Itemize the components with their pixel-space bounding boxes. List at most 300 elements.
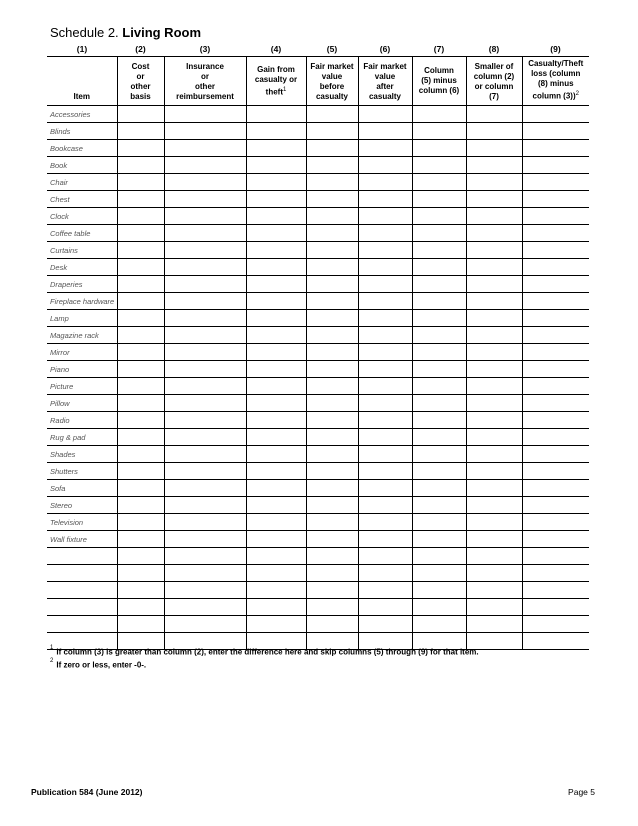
entry-cell[interactable] (246, 259, 306, 276)
entry-cell[interactable] (358, 599, 412, 616)
entry-cell[interactable] (306, 327, 358, 344)
table-row (47, 463, 589, 480)
column-header-line: basis (130, 92, 151, 101)
entry-cell[interactable] (522, 293, 589, 310)
entry-cell[interactable] (358, 157, 412, 174)
table-row (47, 480, 589, 497)
entry-cell[interactable] (117, 412, 164, 429)
entry-cell[interactable] (466, 548, 522, 565)
entry-cell[interactable] (466, 582, 522, 599)
entry-cell[interactable] (306, 123, 358, 140)
entry-cell[interactable] (358, 208, 412, 225)
entry-cell[interactable] (246, 242, 306, 259)
entry-cell[interactable] (246, 599, 306, 616)
entry-cell[interactable] (358, 548, 412, 565)
entry-cell[interactable] (246, 497, 306, 514)
entry-cell[interactable] (412, 480, 466, 497)
entry-cell[interactable] (358, 293, 412, 310)
entry-cell[interactable] (246, 616, 306, 633)
entry-cell[interactable] (117, 259, 164, 276)
item-label: Wall fixture (47, 531, 117, 548)
entry-cell[interactable] (306, 565, 358, 582)
entry-cell[interactable] (466, 276, 522, 293)
entry-cell[interactable] (522, 208, 589, 225)
column-header-6 (358, 57, 412, 106)
entry-cell[interactable] (306, 599, 358, 616)
footnote-ref: 2 (575, 91, 579, 98)
entry-cell[interactable] (522, 446, 589, 463)
entry-cell[interactable] (522, 514, 589, 531)
entry-cell[interactable] (466, 106, 522, 123)
entry-cell[interactable] (306, 361, 358, 378)
entry-cell[interactable] (412, 344, 466, 361)
table-row (47, 140, 589, 157)
entry-cell[interactable] (358, 327, 412, 344)
entry-cell[interactable] (117, 378, 164, 395)
entry-cell[interactable] (164, 140, 246, 157)
entry-cell[interactable] (358, 446, 412, 463)
table-row (47, 259, 589, 276)
entry-cell[interactable] (164, 174, 246, 191)
entry-cell[interactable] (117, 140, 164, 157)
entry-cell[interactable] (358, 565, 412, 582)
entry-cell[interactable] (522, 412, 589, 429)
entry-cell[interactable] (246, 293, 306, 310)
entry-cell[interactable] (117, 225, 164, 242)
column-header-line: after (376, 82, 394, 91)
entry-cell[interactable] (522, 497, 589, 514)
entry-cell[interactable] (466, 293, 522, 310)
entry-cell[interactable] (164, 582, 246, 599)
entry-cell[interactable] (246, 480, 306, 497)
entry-cell[interactable] (306, 480, 358, 497)
item-label: Fireplace hardware (47, 293, 117, 310)
entry-cell[interactable] (306, 531, 358, 548)
entry-cell[interactable] (466, 191, 522, 208)
entry-cell[interactable] (306, 344, 358, 361)
entry-cell[interactable] (358, 123, 412, 140)
column-header-line: or column (474, 82, 514, 91)
column-header-8 (466, 57, 522, 106)
entry-cell[interactable] (164, 497, 246, 514)
entry-cell[interactable] (246, 276, 306, 293)
entry-cell[interactable] (246, 531, 306, 548)
entry-cell[interactable] (117, 565, 164, 582)
entry-cell[interactable] (412, 599, 466, 616)
entry-cell[interactable] (522, 531, 589, 548)
entry-cell[interactable] (466, 480, 522, 497)
entry-cell[interactable] (117, 344, 164, 361)
entry-cell[interactable] (412, 242, 466, 259)
entry-cell[interactable] (522, 616, 589, 633)
entry-cell[interactable] (164, 327, 246, 344)
item-label: Accessories (47, 106, 117, 123)
entry-cell[interactable] (306, 463, 358, 480)
entry-cell[interactable] (164, 106, 246, 123)
page-number: Page 5 (568, 787, 595, 797)
entry-cell[interactable] (358, 140, 412, 157)
entry-cell[interactable] (164, 412, 246, 429)
item-label: Curtains (47, 242, 117, 259)
entry-cell[interactable] (117, 310, 164, 327)
entry-cell[interactable] (466, 514, 522, 531)
entry-cell[interactable] (306, 497, 358, 514)
entry-cell[interactable] (522, 123, 589, 140)
entry-cell[interactable] (246, 395, 306, 412)
entry-cell[interactable] (412, 310, 466, 327)
entry-cell[interactable] (117, 429, 164, 446)
entry-cell[interactable] (306, 616, 358, 633)
entry-cell[interactable] (246, 548, 306, 565)
entry-cell[interactable] (466, 123, 522, 140)
entry-cell[interactable] (117, 497, 164, 514)
item-label: Bookcase (47, 140, 117, 157)
entry-cell[interactable] (117, 276, 164, 293)
entry-cell[interactable] (358, 429, 412, 446)
entry-cell[interactable] (358, 531, 412, 548)
entry-cell[interactable] (412, 225, 466, 242)
entry-cell[interactable] (522, 429, 589, 446)
entry-cell[interactable] (522, 633, 589, 650)
entry-cell[interactable] (246, 446, 306, 463)
entry-cell[interactable] (117, 106, 164, 123)
entry-cell[interactable] (466, 616, 522, 633)
entry-cell[interactable] (164, 276, 246, 293)
entry-cell[interactable] (466, 310, 522, 327)
entry-cell[interactable] (358, 616, 412, 633)
entry-cell[interactable] (412, 548, 466, 565)
entry-cell[interactable] (522, 565, 589, 582)
entry-cell[interactable] (358, 497, 412, 514)
entry-cell[interactable] (306, 378, 358, 395)
table-row (47, 531, 589, 548)
entry-cell[interactable] (164, 361, 246, 378)
entry-cell[interactable] (466, 429, 522, 446)
entry-cell[interactable] (466, 208, 522, 225)
entry-cell[interactable] (306, 106, 358, 123)
entry-cell[interactable] (466, 599, 522, 616)
item-label: Book (47, 157, 117, 174)
entry-cell[interactable] (117, 361, 164, 378)
entry-cell[interactable] (412, 157, 466, 174)
entry-cell[interactable] (466, 361, 522, 378)
entry-cell[interactable] (466, 395, 522, 412)
entry-cell[interactable] (306, 548, 358, 565)
entry-cell[interactable] (117, 446, 164, 463)
entry-cell[interactable] (117, 191, 164, 208)
entry-cell[interactable] (358, 344, 412, 361)
entry-cell[interactable] (246, 174, 306, 191)
entry-cell[interactable] (466, 463, 522, 480)
entry-cell[interactable] (412, 276, 466, 293)
entry-cell[interactable] (358, 361, 412, 378)
column-header-line: or (201, 72, 209, 81)
entry-cell[interactable] (246, 191, 306, 208)
entry-cell[interactable] (466, 225, 522, 242)
entry-cell[interactable] (117, 514, 164, 531)
entry-cell[interactable] (306, 191, 358, 208)
column-header-line: (7) (489, 92, 499, 101)
entry-cell[interactable] (306, 157, 358, 174)
entry-cell[interactable] (246, 157, 306, 174)
entry-cell[interactable] (522, 548, 589, 565)
entry-cell[interactable] (466, 446, 522, 463)
entry-cell[interactable] (466, 378, 522, 395)
item-label: Television (47, 514, 117, 531)
entry-cell[interactable] (164, 429, 246, 446)
entry-cell[interactable] (466, 157, 522, 174)
item-label (47, 565, 117, 582)
entry-cell[interactable] (358, 174, 412, 191)
entry-cell[interactable] (246, 378, 306, 395)
entry-cell[interactable] (412, 395, 466, 412)
entry-cell[interactable] (412, 361, 466, 378)
entry-cell[interactable] (164, 242, 246, 259)
entry-cell[interactable] (412, 106, 466, 123)
entry-cell[interactable] (117, 208, 164, 225)
column-header-line: Item (73, 92, 90, 101)
entry-cell[interactable] (117, 582, 164, 599)
entry-cell[interactable] (466, 565, 522, 582)
entry-cell[interactable] (522, 395, 589, 412)
entry-cell[interactable] (412, 565, 466, 582)
column-header-3 (164, 57, 246, 106)
entry-cell[interactable] (522, 157, 589, 174)
entry-cell[interactable] (412, 446, 466, 463)
entry-cell[interactable] (522, 463, 589, 480)
entry-cell[interactable] (412, 531, 466, 548)
column-header-line: before (319, 82, 345, 91)
entry-cell[interactable] (358, 191, 412, 208)
entry-cell[interactable] (522, 259, 589, 276)
entry-cell[interactable] (306, 429, 358, 446)
entry-cell[interactable] (466, 344, 522, 361)
entry-cell[interactable] (306, 514, 358, 531)
column-header-line: value (374, 72, 396, 81)
entry-cell[interactable] (466, 497, 522, 514)
entry-cell[interactable] (164, 157, 246, 174)
column-header-line: Insurance (186, 62, 224, 71)
entry-cell[interactable] (358, 378, 412, 395)
column-header-2 (117, 57, 164, 106)
entry-cell[interactable] (164, 599, 246, 616)
item-label: Blinds (47, 123, 117, 140)
table-row (47, 276, 589, 293)
column-header-line: (8) minus (537, 79, 574, 89)
entry-cell[interactable] (164, 378, 246, 395)
entry-cell[interactable] (164, 208, 246, 225)
entry-cell[interactable] (466, 242, 522, 259)
entry-cell[interactable] (246, 429, 306, 446)
item-label: Mirror (47, 344, 117, 361)
item-label (47, 582, 117, 599)
item-label: Magazine rack (47, 327, 117, 344)
entry-cell[interactable] (306, 293, 358, 310)
entry-cell[interactable] (164, 565, 246, 582)
column-number-6: (6) (358, 41, 412, 57)
entry-cell[interactable] (117, 242, 164, 259)
entry-cell[interactable] (522, 378, 589, 395)
entry-cell[interactable] (306, 412, 358, 429)
entry-cell[interactable] (246, 514, 306, 531)
entry-cell[interactable] (466, 412, 522, 429)
entry-cell[interactable] (164, 480, 246, 497)
entry-cell[interactable] (164, 225, 246, 242)
entry-cell[interactable] (164, 548, 246, 565)
entry-cell[interactable] (358, 395, 412, 412)
column-header-line: Casualty/Theft (528, 59, 584, 69)
entry-cell[interactable] (164, 531, 246, 548)
entry-cell[interactable] (164, 344, 246, 361)
entry-cell[interactable] (164, 616, 246, 633)
entry-cell[interactable] (358, 242, 412, 259)
entry-cell[interactable] (246, 327, 306, 344)
entry-cell[interactable] (246, 412, 306, 429)
column-number-row (47, 41, 589, 57)
entry-cell[interactable] (246, 208, 306, 225)
entry-cell[interactable] (522, 174, 589, 191)
entry-cell[interactable] (522, 225, 589, 242)
entry-cell[interactable] (306, 582, 358, 599)
entry-cell[interactable] (164, 259, 246, 276)
entry-cell[interactable] (522, 480, 589, 497)
entry-cell[interactable] (246, 106, 306, 123)
entry-cell[interactable] (117, 293, 164, 310)
entry-cell[interactable] (117, 463, 164, 480)
column-header-line: Smaller of (474, 62, 514, 71)
entry-cell[interactable] (117, 599, 164, 616)
entry-cell[interactable] (412, 514, 466, 531)
entry-cell[interactable] (522, 582, 589, 599)
entry-cell[interactable] (246, 344, 306, 361)
entry-cell[interactable] (117, 123, 164, 140)
entry-cell[interactable] (306, 140, 358, 157)
column-header-7 (412, 57, 466, 106)
entry-cell[interactable] (246, 123, 306, 140)
entry-cell[interactable] (246, 565, 306, 582)
entry-cell[interactable] (522, 361, 589, 378)
item-label: Pillow (47, 395, 117, 412)
table-row (47, 446, 589, 463)
entry-cell[interactable] (306, 310, 358, 327)
table-row (47, 327, 589, 344)
entry-cell[interactable] (522, 276, 589, 293)
entry-cell[interactable] (306, 395, 358, 412)
entry-cell[interactable] (412, 123, 466, 140)
item-label: Piano (47, 361, 117, 378)
entry-cell[interactable] (306, 276, 358, 293)
entry-cell[interactable] (164, 463, 246, 480)
entry-cell[interactable] (412, 412, 466, 429)
entry-cell[interactable] (306, 225, 358, 242)
entry-cell[interactable] (358, 225, 412, 242)
entry-cell[interactable] (412, 582, 466, 599)
entry-cell[interactable] (522, 191, 589, 208)
entry-cell[interactable] (412, 259, 466, 276)
entry-cell[interactable] (522, 140, 589, 157)
entry-cell[interactable] (306, 174, 358, 191)
entry-cell[interactable] (522, 344, 589, 361)
entry-cell[interactable] (466, 174, 522, 191)
entry-cell[interactable] (358, 310, 412, 327)
entry-cell[interactable] (412, 174, 466, 191)
entry-cell[interactable] (412, 191, 466, 208)
table-row (47, 429, 589, 446)
column-header-5 (306, 57, 358, 106)
table-body (47, 106, 589, 650)
entry-cell[interactable] (358, 106, 412, 123)
entry-cell[interactable] (412, 140, 466, 157)
entry-cell[interactable] (164, 123, 246, 140)
entry-cell[interactable] (412, 463, 466, 480)
entry-cell[interactable] (164, 446, 246, 463)
entry-cell[interactable] (358, 259, 412, 276)
column-number-1: (1) (47, 41, 117, 57)
entry-cell[interactable] (522, 310, 589, 327)
entry-cell[interactable] (358, 276, 412, 293)
entry-cell[interactable] (117, 174, 164, 191)
entry-cell[interactable] (412, 378, 466, 395)
entry-cell[interactable] (246, 361, 306, 378)
item-label: Chair (47, 174, 117, 191)
entry-cell[interactable] (412, 208, 466, 225)
entry-cell[interactable] (246, 463, 306, 480)
entry-cell[interactable] (117, 480, 164, 497)
table-row (47, 174, 589, 191)
entry-cell[interactable] (522, 599, 589, 616)
entry-cell[interactable] (117, 548, 164, 565)
entry-cell[interactable] (358, 412, 412, 429)
entry-cell[interactable] (522, 327, 589, 344)
entry-cell[interactable] (412, 293, 466, 310)
entry-cell[interactable] (117, 616, 164, 633)
entry-cell[interactable] (164, 395, 246, 412)
entry-cell[interactable] (466, 140, 522, 157)
entry-cell[interactable] (412, 497, 466, 514)
entry-cell[interactable] (306, 242, 358, 259)
entry-cell[interactable] (246, 310, 306, 327)
entry-cell[interactable] (246, 140, 306, 157)
entry-cell[interactable] (306, 208, 358, 225)
entry-cell[interactable] (466, 259, 522, 276)
entry-cell[interactable] (358, 582, 412, 599)
entry-cell[interactable] (117, 395, 164, 412)
entry-cell[interactable] (246, 582, 306, 599)
entry-cell[interactable] (466, 327, 522, 344)
entry-cell[interactable] (164, 514, 246, 531)
entry-cell[interactable] (117, 157, 164, 174)
entry-cell[interactable] (412, 616, 466, 633)
entry-cell[interactable] (246, 225, 306, 242)
entry-cell[interactable] (358, 463, 412, 480)
entry-cell[interactable] (466, 531, 522, 548)
entry-cell[interactable] (117, 327, 164, 344)
footnote-1-text: If column (3) is greater than column (2), enter the difference here and skip columns (5) through (9) for that item. (56, 647, 479, 657)
entry-cell[interactable] (522, 106, 589, 123)
entry-cell[interactable] (117, 531, 164, 548)
entry-cell[interactable] (412, 429, 466, 446)
column-header-line: reimbursement (176, 92, 234, 101)
entry-cell[interactable] (358, 514, 412, 531)
entry-cell[interactable] (164, 191, 246, 208)
entry-cell[interactable] (306, 259, 358, 276)
entry-cell[interactable] (412, 327, 466, 344)
entry-cell[interactable] (164, 293, 246, 310)
entry-cell[interactable] (358, 480, 412, 497)
entry-cell[interactable] (522, 242, 589, 259)
entry-cell[interactable] (306, 446, 358, 463)
entry-cell[interactable] (164, 310, 246, 327)
